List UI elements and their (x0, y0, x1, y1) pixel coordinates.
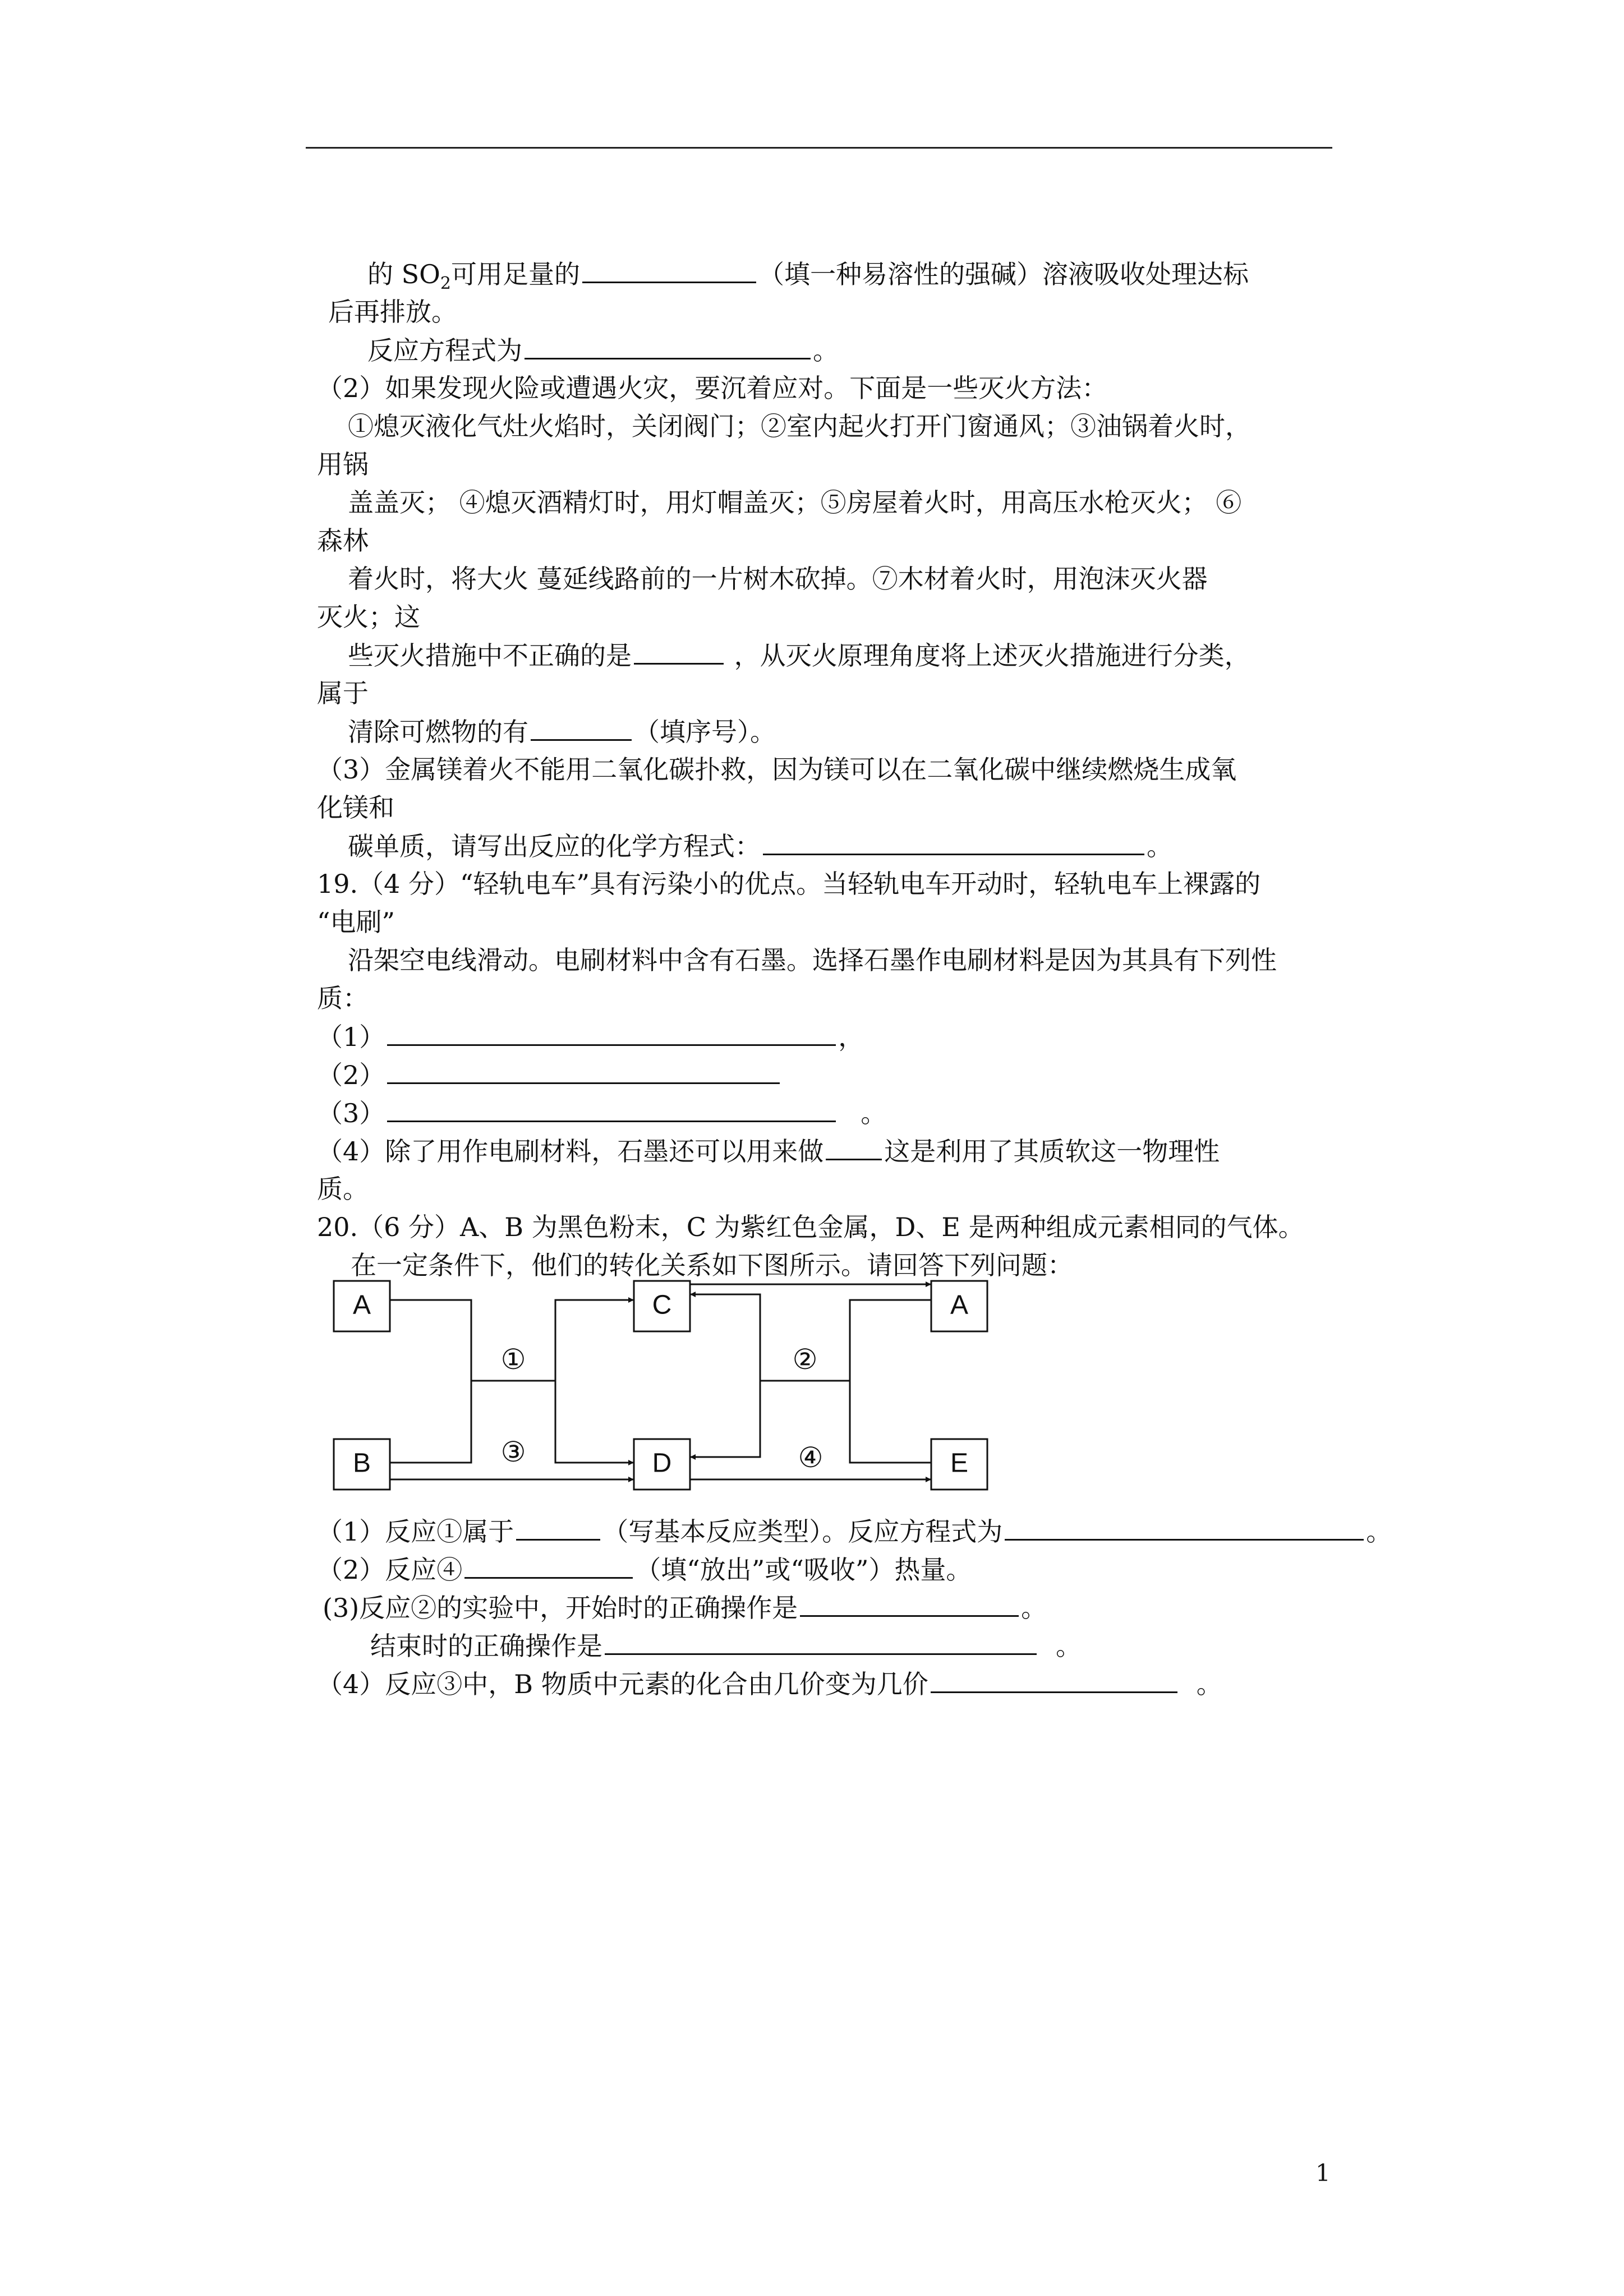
q20-answer2: （2）反应④ （填“放出”或“吸收”）热量。 (317, 1552, 972, 1587)
reaction-label-3: ③ (500, 1436, 526, 1468)
conversion-diagram (328, 1272, 1001, 1507)
label-box-d: D (652, 1448, 672, 1478)
q19-part4: （4）除了用作电刷材料，石墨还可以用来做 这是利用了其质软这一物理性 (317, 1134, 1220, 1168)
q18-line13: 清除可燃物的有 （填序号）。 (348, 714, 776, 749)
reaction-1-input-line (390, 1300, 471, 1463)
q19-part4-end: 质。 (317, 1174, 369, 1204)
q18-line9: 着火时，将大火 蔓延线路前的一片树木砍掉。⑦木材着火时，用泡沫灭火器 (348, 564, 1208, 594)
answer-blank[interactable] (531, 714, 632, 741)
answer-blank[interactable] (516, 1514, 600, 1541)
reaction-2-input-line (850, 1300, 931, 1463)
q19-part3: （3） 。 (317, 1096, 886, 1130)
reaction-label-2: ② (792, 1343, 818, 1376)
q20-line1: 20.（6 分）A、B 为黑色粉末，C 为紫红色金属，D、E 是两种组成元素相同的气体。 (317, 1212, 1304, 1242)
q18-line11: 些灭火措施中不正确的是 ，从灭火原理角度将上述灭火措施进行分类， (348, 638, 1250, 672)
label-box-c: C (652, 1290, 672, 1320)
page-number: 1 (1315, 2159, 1331, 2187)
q18-line5: ①熄灭液化气灶火焰时，关闭阀门；②室内起火打开门窗通风；③油锅着火时， (348, 411, 1251, 441)
q19-line4: 质： (317, 983, 369, 1013)
q18-line4: （2）如果发现火险或遭遇火灾，要沉着应对。下面是一些灭火方法： (317, 373, 1108, 403)
reaction-1-arrow-c (555, 1300, 634, 1381)
answer-blank[interactable] (387, 1096, 836, 1122)
answer-blank[interactable] (464, 1552, 633, 1579)
answer-blank[interactable] (800, 1590, 1019, 1617)
q20-answer3: (3)反应②的实验中，开始时的正确操作是 。 (323, 1590, 1047, 1625)
answer-blank[interactable] (826, 1134, 882, 1160)
answer-blank[interactable] (605, 1629, 1037, 1655)
q19-line1: 19.（4 分）“轻轨电车”具有污染小的优点。当轻轨电车开动时，轻轨电车上裸露的 (317, 869, 1261, 899)
q18-line7: 盖盖灭； ④熄灭酒精灯时，用灯帽盖灭；⑤房屋着火时，用高压水枪灭火； ⑥ (348, 487, 1242, 518)
q18-line1: 的 $SO_2$可用足量的 （填一种易溶性的强碱）溶液吸收处理达标 (367, 257, 1249, 301)
q20-answer1: （1）反应①属于 （写基本反应类型）。反应方程式为 。 (317, 1514, 1392, 1548)
q18-line12: 属于 (317, 678, 369, 708)
label-box-b: B (352, 1448, 371, 1478)
answer-blank[interactable] (582, 257, 756, 283)
q18-line16: 碳单质，请写出反应的化学方程式： 。 (348, 829, 1172, 863)
q18-line14: （3）金属镁着火不能用二氧化碳扑救，因为镁可以在二氧化碳中继续燃烧生成氧 (317, 754, 1237, 785)
q19-part1: （1） ， (317, 1020, 864, 1054)
q20-answer3-end: 结束时的正确操作是 。 (370, 1629, 1082, 1663)
q19-part2: （2） (317, 1058, 782, 1092)
label-box-e: E (950, 1448, 969, 1478)
answer-blank[interactable] (387, 1058, 780, 1084)
reaction-label-1: ① (500, 1343, 526, 1376)
q18-line10: 灭火；这 (317, 602, 420, 632)
q19-line2: “电刷” (317, 907, 395, 937)
label-box-a-left: A (352, 1290, 371, 1320)
q20-answer4: （4）反应③中，B 物质中元素的化合由几价变为几价 。 (317, 1667, 1222, 1701)
answer-blank[interactable] (525, 333, 811, 359)
answer-blank[interactable] (763, 829, 1144, 855)
q18-line15: 化镁和 (317, 792, 394, 823)
q20-line2: 在一定条件下，他们的转化关系如下图所示。请回答下列问题： (351, 1250, 1073, 1280)
q18-line6: 用锅 (317, 449, 369, 480)
label-box-a-right: A (950, 1290, 969, 1320)
answer-blank[interactable] (634, 638, 724, 665)
header-rule (306, 147, 1332, 149)
q18-line8: 森林 (317, 525, 369, 556)
q18-line3: 反应方程式为 。 (367, 333, 839, 367)
answer-blank[interactable] (931, 1667, 1177, 1693)
reaction-1-arrow-d (555, 1381, 634, 1463)
reaction-label-4: ④ (798, 1441, 823, 1474)
answer-blank[interactable] (387, 1020, 836, 1046)
reaction-2-arrow-d (690, 1381, 760, 1457)
reaction-2-arrow-c (690, 1294, 760, 1381)
q19-line3: 沿架空电线滑动。电刷材料中含有石墨。选择石墨作电刷材料是因为其具有下列性 (348, 945, 1277, 975)
answer-blank[interactable] (1005, 1514, 1364, 1541)
q18-line2: 后再排放。 (328, 297, 457, 327)
